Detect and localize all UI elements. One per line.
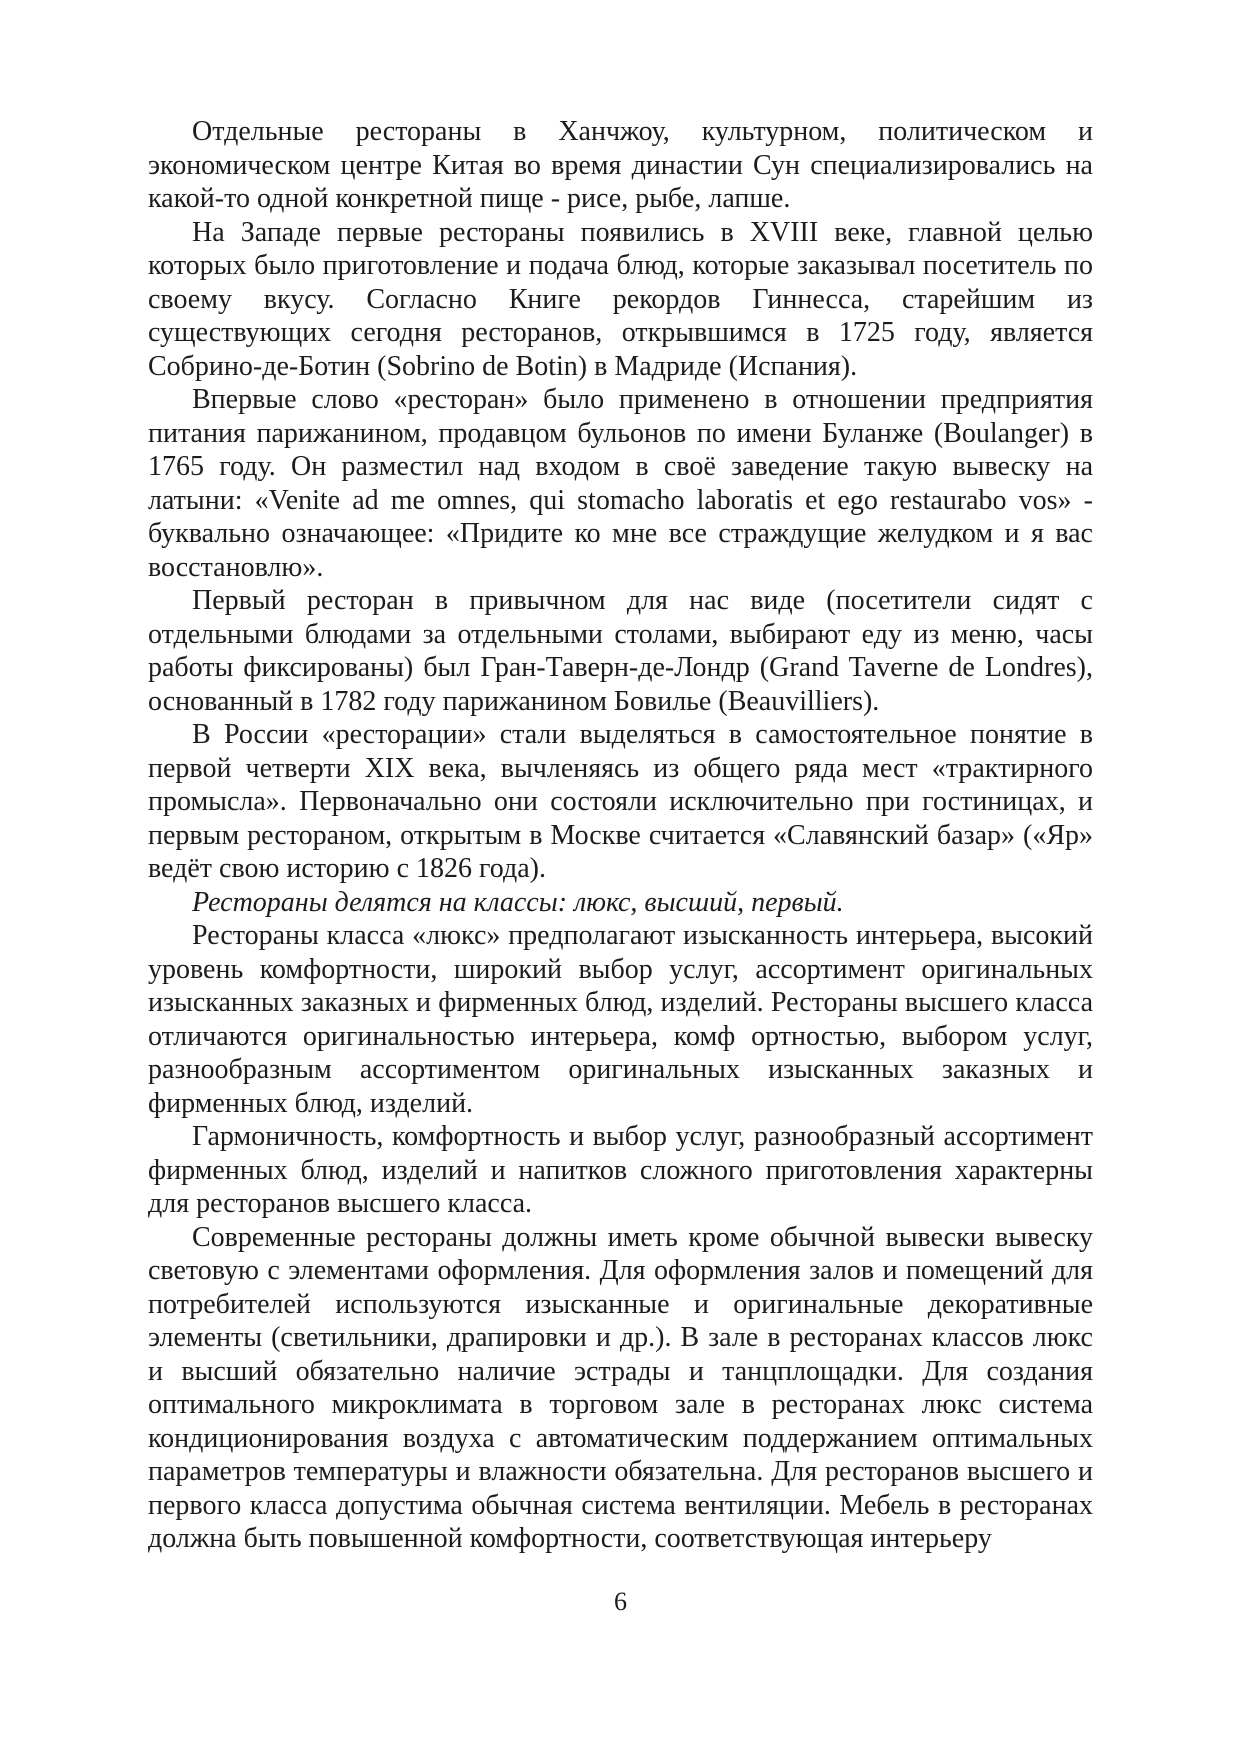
document-page xyxy=(148,115,1093,1556)
paragraph-lux-class: Рестораны класса «люкс» предполагают изысканность интерьера, высокий уровень комфортности, широкий выбор услуг, ассортимент оригинальных изысканных заказных и фирменных блюд, изделий. Рестораны высшего класса отличаются оригинальностью интерьера, комф ортностью, выбором услуг, разнообразным ассортиментом оригинальных изысканных заказных и фирменных блюд, изделий. xyxy=(148,920,1093,1119)
page-number: 6 xyxy=(614,1587,627,1616)
paragraph-modern-restaurants: Современные рестораны должны иметь кроме обычной вывески вывеску световую с элементами оформления. Для оформления залов и помещений для потребителей используются изысканные и оригинальные декоративные элементы (светильники, драпировки и др.). В зале в ресторанах классов люкс и высший обязательно наличие эстрады и танцплощадки. Для создания оптимального микроклимата в торговом зале в ресторанах люкс система кондиционирования воздуха с автоматическим поддержанием оптимальных параметров температуры и влажности обязательна. Для ресторанов высшего и первого класса допустима обычная система вентиляции. Мебель в ресторанах должна быть повышенной комфортности, соответствующая интерьеру xyxy=(148,1221,1093,1554)
paragraph-west-restaurants: На Западе первые рестораны появились в XVIII веке, главной целью которых было приготовление и подача блюд, которые заказывал посетитель по своему вкусу. Согласно Книге рекордов Гиннесса, старейшим из существующих сегодня ресторанов, открывшимся в 1725 году, является Собрино-де-Ботин (Sobrino de Botin) в Мадриде (Испания). xyxy=(148,216,1093,382)
paragraph-first-restaurant: Первый ресторан в привычном для нас виде (посетители сидят с отдельными блюдами за отдельными столами, выбирают еду из меню, часы работы фиксированы) был Гран-Таверн-де-Лондр (Grand Taverne de Londres), основанный в 1782 году парижанином Бовилье (Beauvilliers). xyxy=(148,585,1093,717)
paragraph-higher-class: Гармоничность, комфортность и выбор услуг, разнообразный ассортимент фирменных блюд, изделий и напитков сложного приготовления характерны для ресторанов высшего класса. xyxy=(148,1121,1093,1219)
paragraph-russia: В России «ресторации» стали выделяться в самостоятельное понятие в первой четверти XIX века, вычленяясь из общего ряда мест «трактирного промысла». Первоначально они состояли исключительно при гостиницах, и первым рестораном, открытым в Москве считается «Славянский базар» («Яр» ведёт свою историю с 1826 года). xyxy=(148,719,1093,884)
paragraph-hangzhou: Отдельные рестораны в Ханчжоу, культурном, политическом и экономическом центре Китая во время династии Сун специализировались на какой-то одной конкретной пище - рисе, рыбе, лапше. xyxy=(148,116,1093,214)
paragraph-word-origin: Впервые слово «ресторан» было применено в отношении предприятия питания парижанином, продавцом бульонов по имени Буланже (Boulanger) в 1765 году. Он разместил над входом в своё заведение такую вывеску на латыни: «Venite ad me omnes, qui stomacho laboratis et ego restaurabo vos» - буквально означающее: «Придите ко мне все страждущие желудком и я вас восстановлю». xyxy=(148,384,1093,583)
paragraph-classes: Рестораны делятся на классы: люкс, высший, первый. xyxy=(192,886,844,918)
